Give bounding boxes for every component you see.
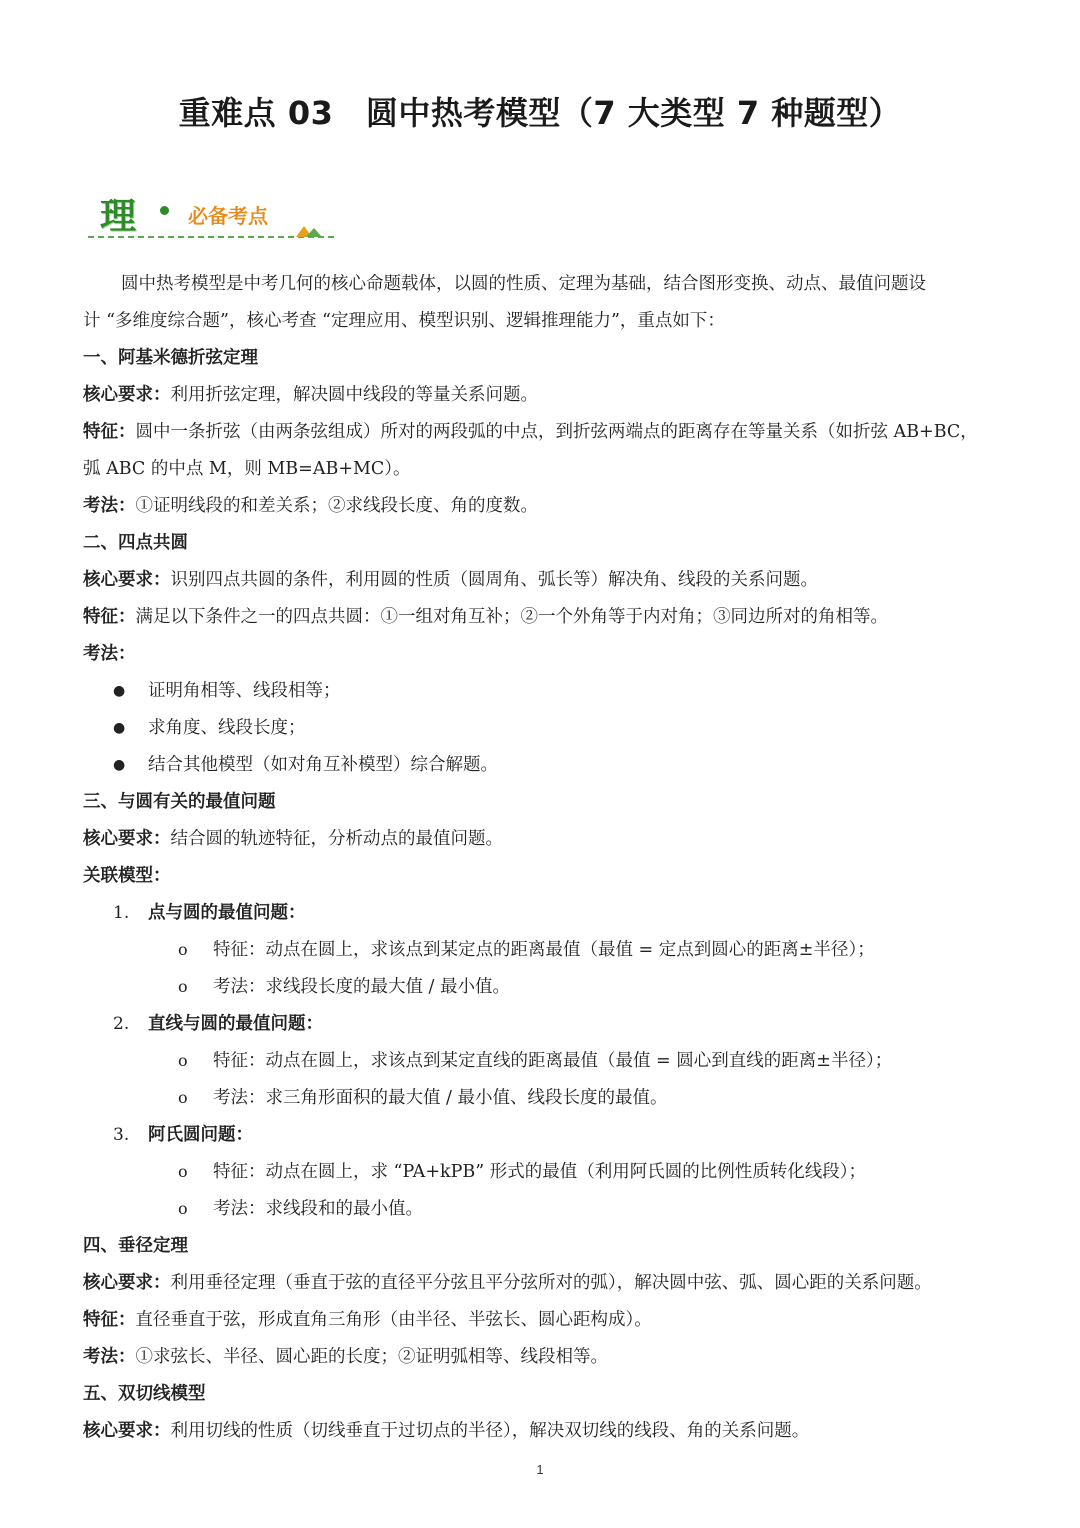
page-title: 重难点 03 圆中热考模型（7 大类型 7 种题型）	[178, 94, 902, 132]
circle-bullet: o	[178, 1051, 188, 1070]
intro-line-2: 计 “多维度综合题”，核心考查 “定理应用、模型识别、逻辑推理能力”，重点如下：	[83, 311, 725, 331]
section-banner	[88, 186, 338, 246]
section-1-exam	[83, 494, 1013, 518]
section-1-heading: 一、阿基米德折弦定理	[83, 348, 258, 368]
requirement-text: 识别四点共圆的条件，利用圆的性质（圆周角、弧长等）解决角、线段的关系问题。	[170, 570, 818, 590]
model-exam: 考法：求三角形面积的最大值 / 最小值、线段长度的最值。	[213, 1088, 668, 1108]
section-2-feature	[83, 605, 1013, 629]
requirement-label: 核心要求：	[83, 570, 171, 590]
section-3-model-label: 关联模型：	[83, 866, 171, 886]
section-2-requirement	[83, 568, 1013, 592]
banner-big-char: 理	[100, 195, 137, 237]
page-number: 1	[536, 1462, 544, 1477]
section-5-heading: 五、双切线模型	[83, 1384, 206, 1404]
section-4-requirement	[83, 1271, 1013, 1295]
list-item: 求角度、线段长度；	[148, 718, 306, 738]
section-2-exam-label: 考法：	[83, 644, 136, 664]
section-3-requirement	[83, 827, 1013, 851]
section-4-feature	[83, 1308, 1013, 1332]
circle-bullet: o	[178, 1088, 188, 1107]
requirement-label: 核心要求：	[83, 1421, 171, 1441]
bullet-dot: ●	[113, 683, 126, 699]
section-4-exam	[83, 1345, 1013, 1369]
banner-label: 必备考点	[188, 204, 268, 228]
section-1-requirement	[83, 383, 1013, 407]
requirement-text: 利用折弦定理，解决圆中线段的等量关系问题。	[170, 385, 538, 405]
list-number: 1.	[113, 903, 130, 923]
requirement-text: 利用垂径定理（垂直于弦的直径平分弦且平分弦所对的弧），解决圆中弦、弧、圆心距的关系问题。	[170, 1273, 932, 1293]
list-number: 2.	[113, 1014, 130, 1034]
exam-text: ①求弦长、半径、圆心距的长度；②证明弧相等、线段相等。	[135, 1347, 608, 1367]
requirement-label: 核心要求：	[83, 1273, 171, 1293]
model-feature: 特征：动点在圆上，求该点到某定直线的距离最值（最值 = 圆心到直线的距离±半径）；	[213, 1051, 893, 1071]
bullet-dot: ●	[113, 720, 126, 736]
list-item: 结合其他模型（如对角互补模型）综合解题。	[148, 755, 498, 775]
section-4-heading: 四、垂径定理	[83, 1236, 188, 1256]
section-2-heading: 二、四点共圆	[83, 533, 188, 553]
requirement-label: 核心要求：	[83, 385, 171, 405]
section-5-requirement	[83, 1419, 1013, 1443]
intro-line-1: 圆中热考模型是中考几何的核心命题载体，以圆的性质、定理为基础，结合图形变换、动点、最值问题设	[121, 274, 926, 294]
requirement-text: 利用切线的性质（切线垂直于过切点的半径），解决双切线的线段、角的关系问题。	[170, 1421, 810, 1441]
circle-bullet: o	[178, 1199, 188, 1218]
list-number: 3.	[113, 1125, 130, 1145]
model-feature: 特征：动点在圆上，求该点到某定点的距离最值（最值 = 定点到圆心的距离±半径）；	[213, 940, 875, 960]
mountain-icon	[294, 222, 324, 238]
model-exam: 考法：求线段和的最小值。	[213, 1199, 423, 1219]
section-3-heading: 三、与圆有关的最值问题	[83, 792, 276, 812]
bullet-dot: ●	[113, 757, 126, 773]
feature-label: 特征：	[83, 607, 136, 627]
list-item: 证明角相等、线段相等；	[148, 681, 341, 701]
exam-label: 考法：	[83, 1347, 136, 1367]
exam-label: 考法：	[83, 496, 136, 516]
model-title: 直线与圆的最值问题：	[148, 1014, 323, 1034]
feature-label: 特征：	[83, 422, 136, 442]
feature-text: 满足以下条件之一的四点共圆：①一组对角互补；②一个外角等于内对角；③同边所对的角相等。	[135, 607, 888, 627]
feature-text: 圆中一条折弦（由两条弦组成）所对的两段弧的中点，到折弦两端点的距离存在等量关系（如折弦 AB+BC，	[135, 422, 978, 442]
banner-dot	[160, 206, 169, 215]
model-feature: 特征：动点在圆上，求 “PA+kPB” 形式的最值（利用阿氏圆的比例性质转化线段）；	[213, 1162, 866, 1182]
section-1-feature-cont: 弧 ABC 的中点 M，则 MB=AB+MC）。	[83, 459, 411, 479]
circle-bullet: o	[178, 977, 188, 996]
model-title: 阿氏圆问题：	[148, 1125, 253, 1145]
feature-label: 特征：	[83, 1310, 136, 1330]
requirement-label: 核心要求：	[83, 829, 171, 849]
model-title: 点与圆的最值问题：	[148, 903, 306, 923]
circle-bullet: o	[178, 940, 188, 959]
section-1-feature	[83, 420, 1013, 444]
model-exam: 考法：求线段长度的最大值 / 最小值。	[213, 977, 511, 997]
exam-text: ①证明线段的和差关系；②求线段长度、角的度数。	[135, 496, 538, 516]
feature-text: 直径垂直于弦，形成直角三角形（由半径、半弦长、圆心距构成）。	[135, 1310, 652, 1330]
circle-bullet: o	[178, 1162, 188, 1181]
requirement-text: 结合圆的轨迹特征，分析动点的最值问题。	[170, 829, 503, 849]
